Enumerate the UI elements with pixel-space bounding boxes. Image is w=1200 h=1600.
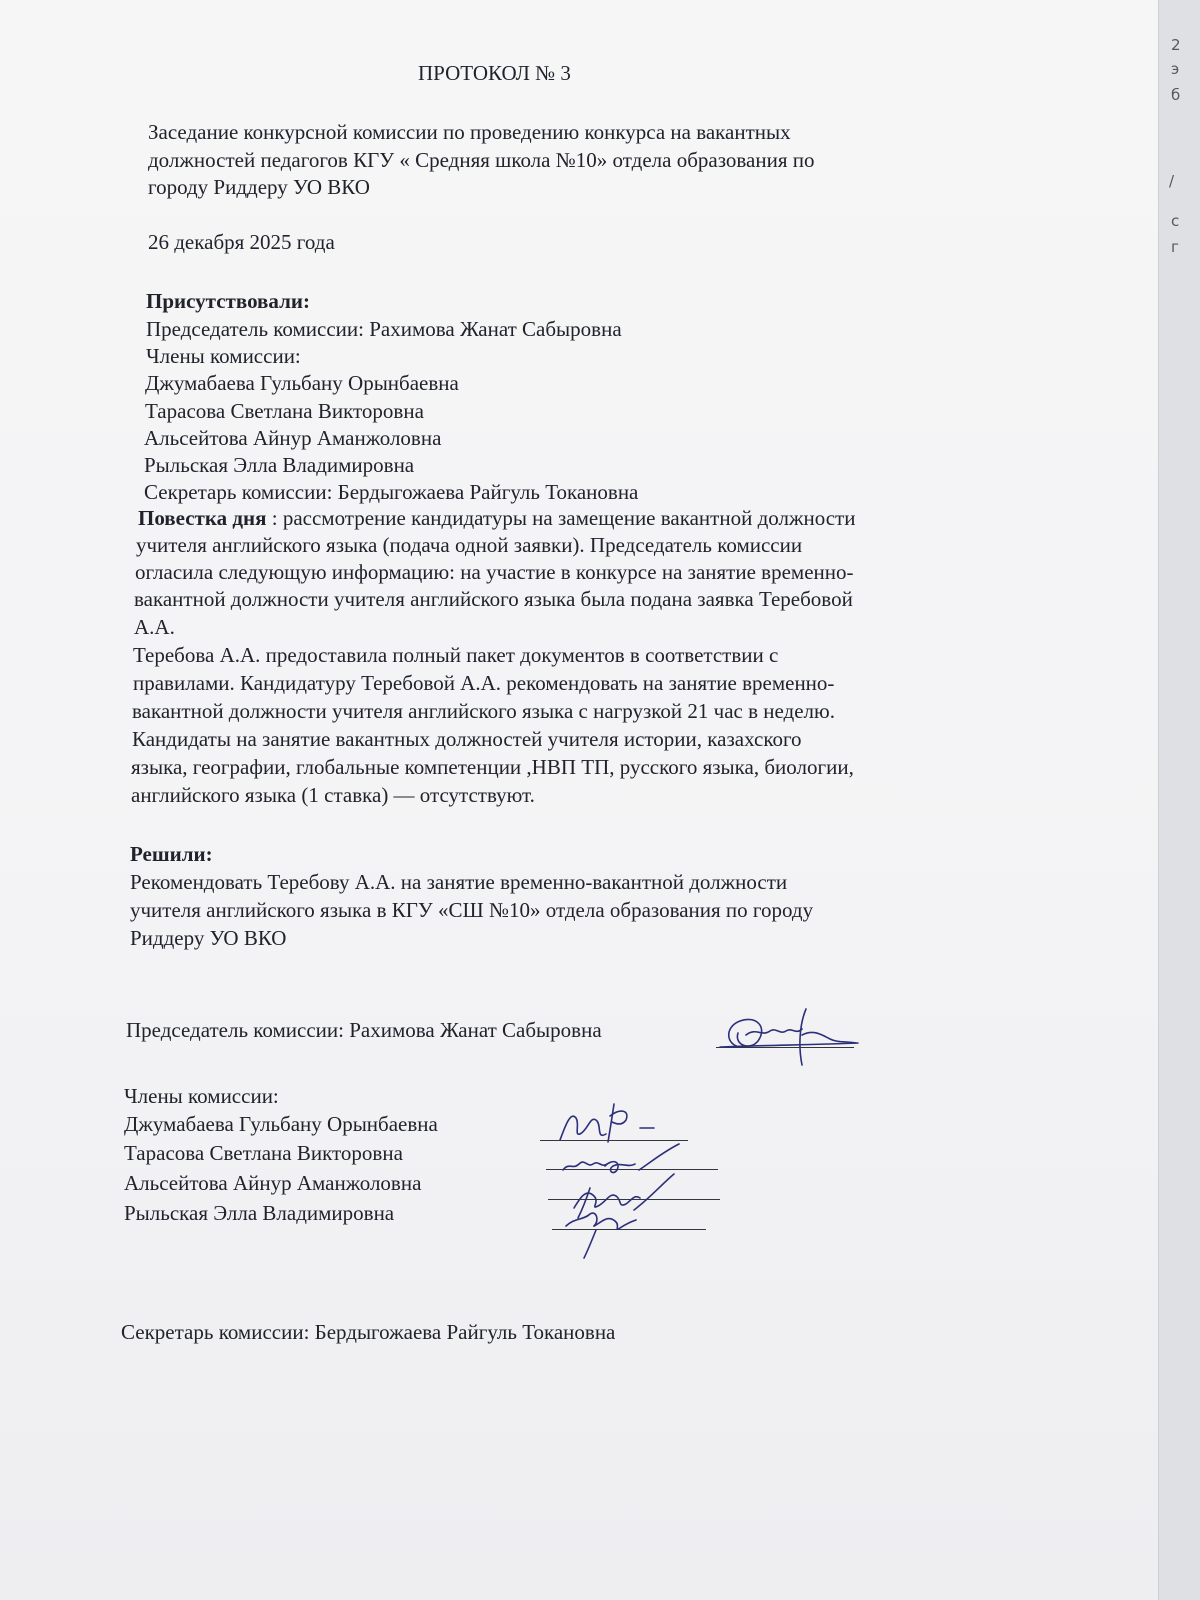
chair-signature	[710, 1005, 860, 1075]
present-member: Тарасова Светлана Викторовна	[145, 399, 424, 423]
present-chair: Председатель комиссии: Рахимова Жанат Сабыровна	[146, 317, 622, 341]
signature-member-name: Альсейтова Айнур Аманжоловна	[124, 1171, 422, 1195]
present-member: Альсейтова Айнур Аманжоловна	[144, 426, 442, 450]
present-secretary: Секретарь комиссии: Бердыгожаева Райгуль Токановна	[144, 480, 639, 504]
agenda-line: А.А.	[134, 615, 175, 639]
agenda-first-line	[138, 508, 855, 529]
present-member: Джумабаева Гульбану Орынбаевна	[145, 371, 459, 395]
present-member: Рыльская Элла Владимировна	[144, 453, 415, 477]
agenda-heading: Повестка дня	[138, 506, 267, 530]
agenda-line: Кандидаты на занятие вакантных должностей учителя истории, казахского	[132, 727, 802, 751]
signature-member-name: Рыльская Элла Владимировна	[124, 1201, 395, 1225]
decision-line: Рекомендовать Теребову А.А. на занятие временно-вакантной должности	[130, 870, 788, 894]
agenda-line: английского языка (1 ставка) — отсутствуют.	[131, 783, 535, 807]
decision-line: учителя английского языка в КГУ «СШ №10» отдела образования по городу	[130, 898, 814, 922]
signature-member-name: Тарасова Светлана Викторовна	[124, 1141, 403, 1165]
signature-members-label: Члены комиссии:	[124, 1084, 279, 1108]
edge-glyph: /	[1169, 172, 1175, 190]
edge-glyph: б	[1171, 86, 1181, 104]
present-heading: Присутствовали:	[146, 289, 310, 313]
member-signature	[560, 1200, 680, 1260]
edge-glyph: 2	[1171, 36, 1181, 54]
agenda-line: учителя английского языка (подача одной заявки). Председатель комиссии	[136, 533, 803, 557]
agenda-first-line-text: : рассмотрение кандидатуры на замещение вакантной должности	[266, 506, 856, 530]
signature-member-name: Джумабаева Гульбану Орынбаевна	[124, 1112, 438, 1136]
signature-secretary: Секретарь комиссии: Бердыгожаева Райгуль Токановна	[121, 1320, 616, 1344]
agenda-line: вакантной должности учителя английского языка с нагрузкой 21 час в неделю.	[132, 699, 835, 723]
decision-heading: Решили:	[130, 842, 213, 866]
document-title: ПРОТОКОЛ № 3	[418, 61, 571, 85]
edge-glyph: г	[1171, 238, 1179, 256]
present-members-label: Члены комиссии:	[146, 344, 301, 368]
meeting-date: 26 декабря 2025 года	[148, 230, 335, 254]
edge-glyph: э	[1171, 60, 1180, 78]
agenda-line: правилами. Кандидатуру Теребовой А.А. рекомендовать на занятие временно-	[133, 671, 835, 695]
decision-line: Риддеру УО ВКО	[130, 926, 287, 950]
agenda-line: вакантной должности учителя английского языка была подана заявка Теребовой	[134, 587, 853, 611]
agenda-line: Теребова А.А. предоставила полный пакет документов в соответствии с	[133, 643, 779, 667]
edge-glyph: с	[1171, 212, 1180, 230]
intro-line: должностей педагогов КГУ « Средняя школа №10» отдела образования по	[148, 148, 815, 172]
intro-line: городу Риддеру УО ВКО	[148, 175, 370, 199]
agenda-line: огласила следующую информацию: на участие в конкурсе на занятие временно-	[135, 560, 854, 584]
agenda-line: языка, географии, глобальные компетенции ,НВП ТП, русского языка, биологии,	[131, 755, 854, 779]
signature-chair-label: Председатель комиссии: Рахимова Жанат Сабыровна	[126, 1018, 602, 1042]
intro-line: Заседание конкурсной комиссии по проведению конкурса на вакантных	[148, 120, 791, 144]
adjacent-page-edge	[1158, 0, 1200, 1600]
